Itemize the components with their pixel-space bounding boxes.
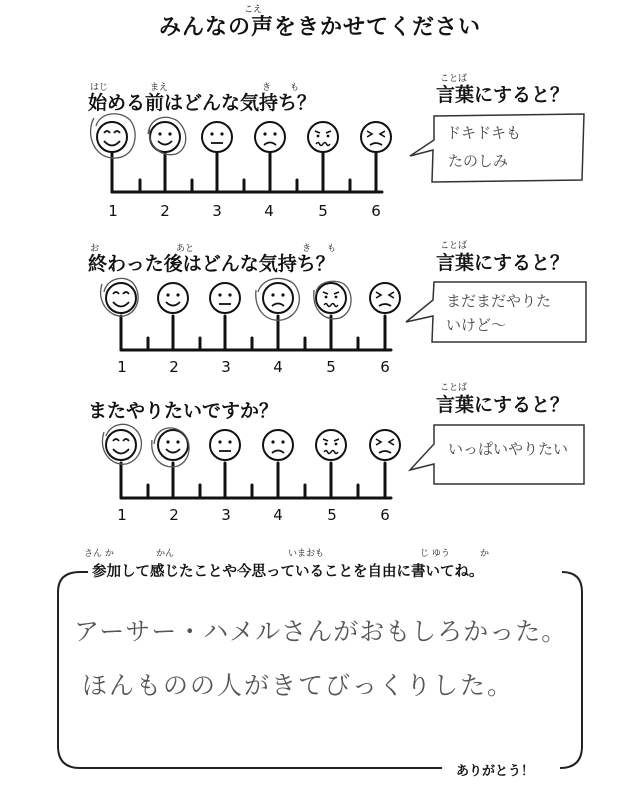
face-row-2 [106,283,400,313]
words-ruby-1: ことば [440,74,468,84]
neutral-face-icon [210,283,240,313]
scale-num-6: 6 [380,358,390,376]
neutral-face-icon [202,122,232,152]
scale-num-3: 3 [221,358,231,376]
distressed-face-icon [370,283,400,313]
ruby-kan: かん [156,549,175,559]
face-row-1 [97,122,391,152]
scale-num-1: 1 [108,202,118,220]
scale-num-6: 6 [371,202,381,220]
question-1: 始める前はどんな気持ち？ [88,92,317,114]
smile-face-icon [158,430,188,460]
answer-2-line-1: まだまだやりた [446,292,552,310]
face-row-3 [106,430,400,460]
words-ruby-2: ことば [440,241,468,251]
thanks-text: ありがとう！ [456,764,535,779]
words-ruby-3: ことば [440,383,468,393]
scale-num-1: 1 [117,506,127,524]
ruby-ka: か [480,549,490,559]
rating-scale-1 [112,152,382,192]
title-ruby: こえ [244,5,263,15]
ruby-mo: も [290,83,300,93]
words-label-2: 言葉にすると？ [436,252,570,274]
ruby-mo-2: も [327,244,337,254]
scale-num-5: 5 [326,358,336,376]
scale-num-4: 4 [264,202,274,220]
answer-1-line-2: たのしみ [448,152,509,170]
rating-scale-2 [121,316,391,350]
scale-num-5: 5 [318,202,328,220]
rating-scale-3 [121,463,391,498]
scale-num-2: 2 [160,202,170,220]
ruby-ato: あと [176,244,195,254]
answer-3-line-1: いっぱいやりたい [448,440,569,458]
distressed-face-icon [361,122,391,152]
scale-num-2: 2 [169,506,179,524]
frown-face-icon [263,283,293,313]
ruby-sanka: さん か [84,549,114,559]
question-3: またやりたいですか？ [88,400,279,422]
words-label-3: 言葉にすると？ [436,394,570,416]
ruby-imaomo: いまおも [288,549,325,559]
words-label-1: 言葉にすると？ [436,84,570,106]
ruby-ki-2: き [302,244,312,254]
scale-num-3: 3 [212,202,222,220]
big-smile-face-icon [97,122,127,152]
worried-face-icon [308,122,338,152]
free-answer-line-2: ほんものの人がきてびっくりした。 [82,671,515,700]
smile-face-icon [158,283,188,313]
scale-num-6: 6 [380,506,390,524]
question-2: 終わった後はどんな気持ち？ [88,253,335,275]
page-title: みんなの声をきかせてください [158,15,481,40]
scale-num-4: 4 [273,358,283,376]
ruby-haji: はじ [90,83,109,93]
worried-face-icon [316,283,346,313]
scale-num-3: 3 [221,506,231,524]
scale-num-2: 2 [169,358,179,376]
scale-num-4: 4 [273,506,283,524]
scale-num-5: 5 [327,506,337,524]
ruby-o: お [90,244,100,254]
big-smile-face-icon [106,430,136,460]
scale-num-1: 1 [117,358,127,376]
distressed-face-icon [370,430,400,460]
worried-face-icon [316,430,346,460]
frown-face-icon [255,122,285,152]
ruby-ki: き [262,83,272,93]
free-answer-line-1: アーサー・ハメルさんがおもしろかった。 [74,617,568,646]
answer-1-line-1: ドキドキも [446,124,522,142]
free-prompt: 参加して感じたことや今思っていることを自由に書いてね。 [88,560,488,581]
answer-2-line-2: いけど〜 [446,316,507,334]
big-smile-face-icon [106,283,136,313]
ruby-mae: まえ [150,83,169,93]
ruby-jiyuu: じ ゆう [420,549,450,559]
neutral-face-icon [210,430,240,460]
frown-face-icon [263,430,293,460]
